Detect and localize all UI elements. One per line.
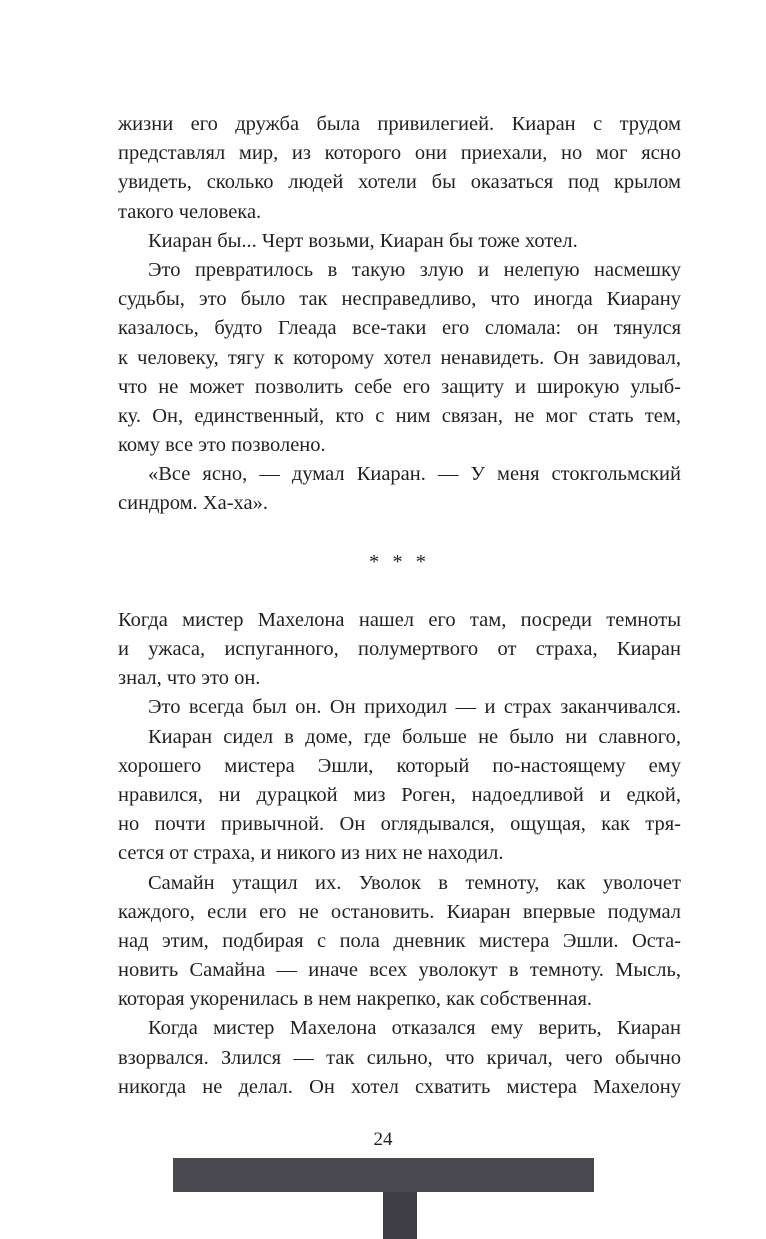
text-line: Это всегда был он. Он приходил — и страх заканчивался. [148,696,681,719]
text-line: но почти привычной. Он оглядывался, ощущая, как тря- [118,813,681,836]
text-line: казалось, будто Глеада все-таки его сломала: он тянулся [118,317,681,340]
text-line: никогда не делал. Он хотел схватить мистера Махелону [118,1075,681,1098]
text-line: взорвался. Злился — так сильно, что кричал, чего обычно [118,1046,681,1069]
text-line: хорошего мистера Эшли, который по-настоящему ему [118,754,681,777]
text-line: нравился, ни дурацкой миз Роген, надоедливой и едкой, [118,783,681,806]
page-number: 24 [373,1129,393,1150]
text-line: каждого, если его не остановить. Киаран впервые подумал [118,900,681,923]
text-line: что не может позволить себе его защиту и широкую улыб- [118,375,681,398]
footer-decoration-bar [173,1158,594,1192]
text-line: жизни его дружба была привилегией. Киаран с трудом [118,113,681,135]
text-line: и ужаса, испуганного, полумертвого от страха, Киаран [118,638,681,660]
text-line: Это превратилось в такую злую и нелепую насмешку [148,258,681,281]
text-line: к человеку, тягу к которому хотел ненавидеть. Он завидовал, [118,346,681,369]
text-line: Когда мистер Махелона отказался ему верить, Киаран [148,1017,681,1040]
text-line: судьбы, это было так несправедливо, что иногда Киарану [118,288,681,311]
text-line: синдром. Ха-ха». [118,492,268,515]
text-line: сется от страха, и никого из них не находил. [118,842,504,865]
text-line: знал, что это он. [118,667,261,690]
text-line: новить Самайна — иначе всех уволокут в темноту. Мысль, [118,959,681,982]
text-line: Самайн утащил их. Уволок в темноту, как уволочет [148,871,681,894]
book-page-text [118,110,681,1102]
footer-decoration-tab [383,1192,417,1239]
text-line: над этим, подбирая с пола дневник мистера Эшли. Оста- [118,929,681,952]
text-line: увидеть, сколько людей хотели бы оказаться под крылом [118,171,681,194]
text-line: Когда мистер Махелона нашел его там, посреди темноты [118,608,681,631]
text-line: которая укоренилась в нем накрепко, как собственная. [118,988,593,1011]
text-line: Киаран сидел в доме, где больше не было ни славного, [148,725,681,748]
text-line: представлял мир, из которого они приехали, но мог ясно [118,142,681,165]
text-line: кому все это позволено. [118,434,326,457]
section-separator: * * * [369,550,430,573]
text-line: ку. Он, единственный, кто с ним связан, не мог стать тем, [118,404,681,427]
text-line: «Все ясно, — думал Киаран. — У меня стокгольмский [148,463,681,486]
text-line: такого человека. [118,200,262,223]
text-line: Киаран бы... Черт возьми, Киаран бы тоже хотел. [148,229,578,252]
